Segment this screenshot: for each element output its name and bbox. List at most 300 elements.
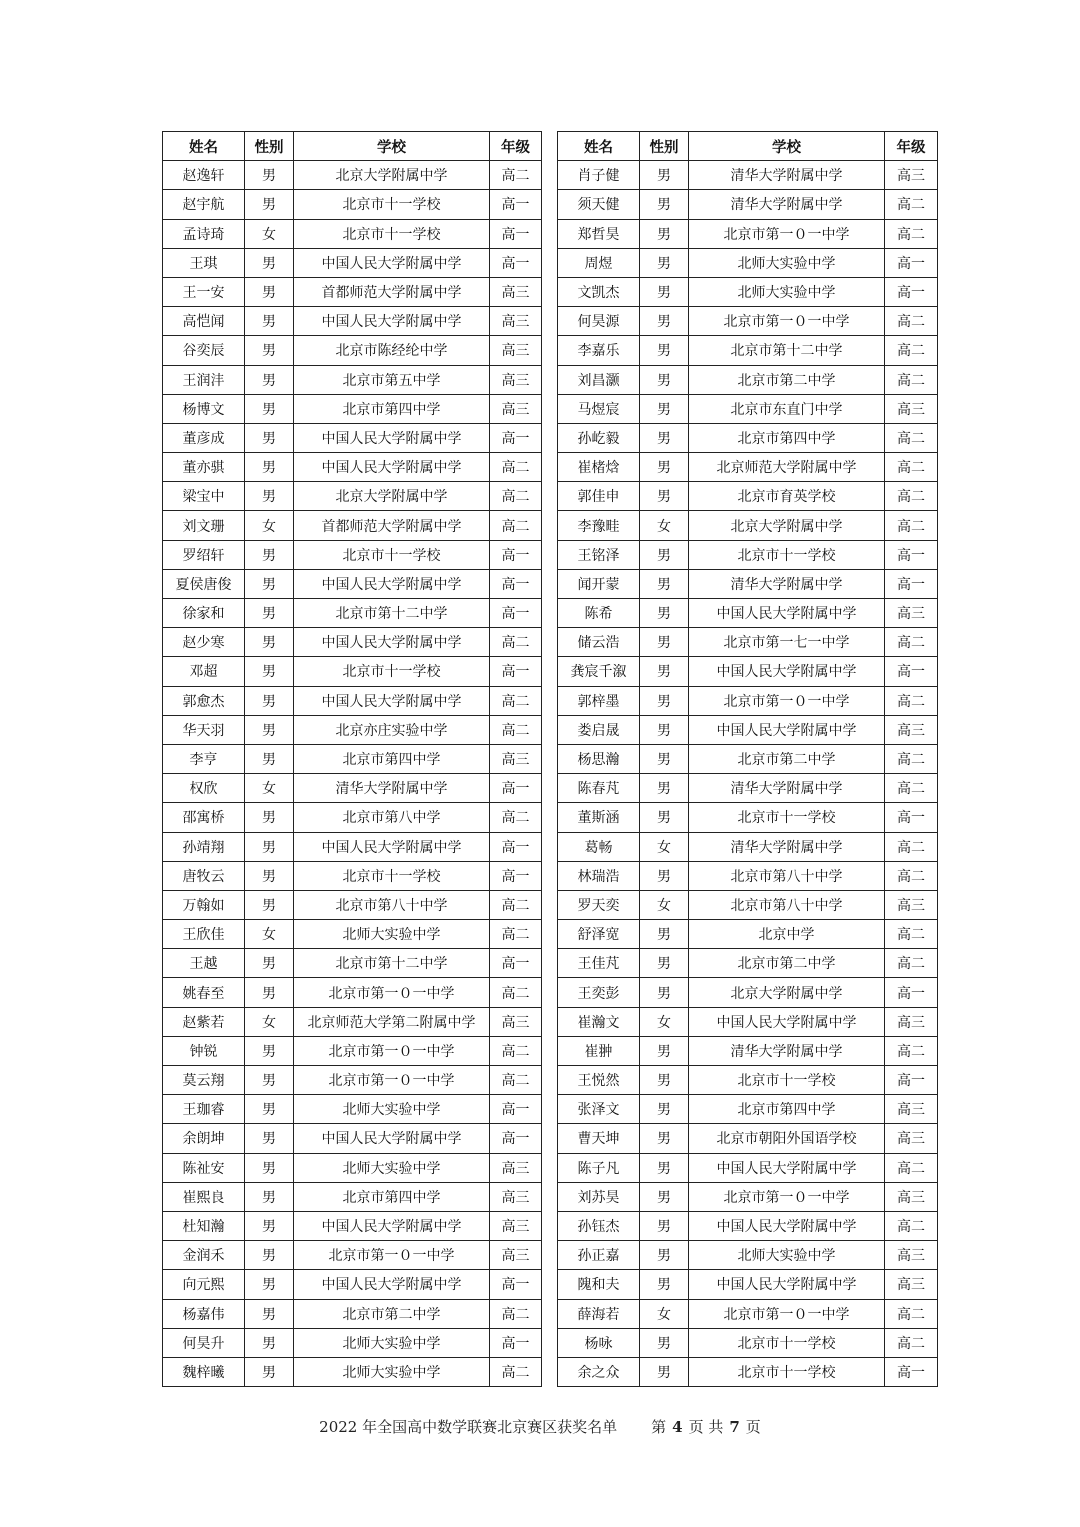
cell-name: 肖子健 bbox=[558, 161, 640, 190]
table-row bbox=[163, 686, 542, 715]
cell-name: 崔熙良 bbox=[163, 1182, 245, 1211]
cell-school: 北京市第一０一中学 bbox=[294, 1036, 490, 1065]
cell-school: 北京师范大学附属中学 bbox=[689, 453, 885, 482]
cell-gender: 男 bbox=[640, 715, 689, 744]
cell-grade: 高二 bbox=[885, 307, 938, 336]
cell-name: 文凯杰 bbox=[558, 277, 640, 306]
cell-name: 刘文珊 bbox=[163, 511, 245, 540]
cell-grade: 高二 bbox=[490, 1357, 542, 1386]
cell-school: 清华大学附属中学 bbox=[689, 569, 885, 598]
cell-grade: 高二 bbox=[490, 511, 542, 540]
header-gender: 性别 bbox=[245, 132, 294, 161]
cell-gender: 男 bbox=[640, 161, 689, 190]
page-suffix: 页 bbox=[745, 1418, 761, 1436]
cell-school: 清华大学附属中学 bbox=[689, 190, 885, 219]
cell-name: 董亦骐 bbox=[163, 453, 245, 482]
table-row bbox=[163, 803, 542, 832]
cell-grade: 高二 bbox=[490, 161, 542, 190]
cell-name: 董彦成 bbox=[163, 423, 245, 452]
table-row bbox=[163, 1036, 542, 1065]
table-row bbox=[558, 978, 938, 1007]
table-row bbox=[558, 628, 938, 657]
header-name: 姓名 bbox=[163, 132, 245, 161]
cell-gender: 男 bbox=[245, 686, 294, 715]
cell-school: 北京市第四中学 bbox=[689, 423, 885, 452]
table-row bbox=[163, 832, 542, 861]
cell-grade: 高三 bbox=[490, 1182, 542, 1211]
table-row bbox=[558, 803, 938, 832]
cell-school: 北师大实验中学 bbox=[294, 1357, 490, 1386]
cell-gender: 男 bbox=[640, 1124, 689, 1153]
cell-school: 北京市十一学校 bbox=[294, 190, 490, 219]
table-row bbox=[558, 482, 938, 511]
table-row bbox=[163, 394, 542, 423]
cell-gender: 男 bbox=[245, 1211, 294, 1240]
cell-gender: 男 bbox=[245, 423, 294, 452]
cell-name: 邓超 bbox=[163, 657, 245, 686]
cell-gender: 男 bbox=[640, 277, 689, 306]
cell-gender: 男 bbox=[245, 248, 294, 277]
table-row bbox=[163, 978, 542, 1007]
cell-gender: 男 bbox=[245, 161, 294, 190]
table-row bbox=[163, 1153, 542, 1182]
cell-name: 赵逸轩 bbox=[163, 161, 245, 190]
cell-school: 中国人民大学附属中学 bbox=[689, 1211, 885, 1240]
cell-school: 北师大实验中学 bbox=[689, 248, 885, 277]
cell-school: 首都师范大学附属中学 bbox=[294, 277, 490, 306]
cell-school: 中国人民大学附属中学 bbox=[689, 1153, 885, 1182]
cell-grade: 高二 bbox=[885, 832, 938, 861]
cell-gender: 女 bbox=[245, 920, 294, 949]
cell-school: 北师大实验中学 bbox=[294, 1095, 490, 1124]
cell-school: 北京市第一０一中学 bbox=[294, 1066, 490, 1095]
cell-name: 孙钰杰 bbox=[558, 1211, 640, 1240]
footer-title: 2022 年全国高中数学联赛北京赛区获奖名单 bbox=[319, 1418, 618, 1436]
cell-grade: 高一 bbox=[490, 248, 542, 277]
cell-name: 孙靖翔 bbox=[163, 832, 245, 861]
cell-name: 谷奕辰 bbox=[163, 336, 245, 365]
cell-gender: 女 bbox=[640, 1299, 689, 1328]
cell-grade: 高一 bbox=[885, 803, 938, 832]
cell-name: 陈祉安 bbox=[163, 1153, 245, 1182]
table-row bbox=[163, 1211, 542, 1240]
cell-grade: 高二 bbox=[490, 482, 542, 511]
cell-grade: 高二 bbox=[490, 978, 542, 1007]
cell-gender: 男 bbox=[640, 365, 689, 394]
cell-grade: 高二 bbox=[885, 453, 938, 482]
cell-name: 余之众 bbox=[558, 1357, 640, 1386]
cell-school: 北师大实验中学 bbox=[689, 1241, 885, 1270]
cell-grade: 高二 bbox=[885, 744, 938, 773]
cell-grade: 高一 bbox=[490, 774, 542, 803]
cell-grade: 高一 bbox=[490, 423, 542, 452]
cell-school: 北师大实验中学 bbox=[689, 277, 885, 306]
cell-grade: 高一 bbox=[490, 540, 542, 569]
cell-gender: 男 bbox=[245, 1182, 294, 1211]
cell-school: 中国人民大学附属中学 bbox=[294, 423, 490, 452]
page-current: 4 bbox=[672, 1418, 683, 1436]
cell-gender: 男 bbox=[640, 394, 689, 423]
cell-grade: 高三 bbox=[885, 1241, 938, 1270]
table-row bbox=[163, 1007, 542, 1036]
cell-name: 董斯涵 bbox=[558, 803, 640, 832]
cell-grade: 高二 bbox=[885, 686, 938, 715]
page-mid: 页 共 bbox=[688, 1418, 724, 1436]
cell-grade: 高二 bbox=[885, 1299, 938, 1328]
cell-school: 北京市第一０一中学 bbox=[294, 1241, 490, 1270]
cell-grade: 高三 bbox=[490, 394, 542, 423]
table-row bbox=[558, 1124, 938, 1153]
cell-gender: 男 bbox=[640, 628, 689, 657]
award-table-left bbox=[162, 131, 542, 1387]
cell-school: 北京市第十二中学 bbox=[689, 336, 885, 365]
cell-gender: 男 bbox=[245, 861, 294, 890]
cell-school: 北京市第八十中学 bbox=[689, 890, 885, 919]
cell-name: 高恺闻 bbox=[163, 307, 245, 336]
cell-grade: 高三 bbox=[490, 277, 542, 306]
cell-school: 清华大学附属中学 bbox=[294, 774, 490, 803]
cell-name: 崔楮焓 bbox=[558, 453, 640, 482]
cell-grade: 高三 bbox=[885, 715, 938, 744]
cell-grade: 高一 bbox=[885, 248, 938, 277]
cell-school: 清华大学附属中学 bbox=[689, 161, 885, 190]
table-row bbox=[163, 453, 542, 482]
cell-school: 北京市十一学校 bbox=[689, 1357, 885, 1386]
table-row bbox=[558, 365, 938, 394]
cell-name: 郭佳申 bbox=[558, 482, 640, 511]
cell-school: 北京市朝阳外国语学校 bbox=[689, 1124, 885, 1153]
cell-school: 北京市第一０一中学 bbox=[689, 686, 885, 715]
cell-name: 郭愈杰 bbox=[163, 686, 245, 715]
table-row bbox=[558, 1153, 938, 1182]
cell-gender: 男 bbox=[245, 1241, 294, 1270]
header-school: 学校 bbox=[689, 132, 885, 161]
cell-name: 崔瀚文 bbox=[558, 1007, 640, 1036]
cell-grade: 高一 bbox=[885, 1357, 938, 1386]
table-header-row bbox=[558, 132, 938, 161]
table-row bbox=[558, 307, 938, 336]
cell-school: 北京大学附属中学 bbox=[294, 161, 490, 190]
table-row bbox=[163, 657, 542, 686]
cell-gender: 男 bbox=[245, 803, 294, 832]
table-row bbox=[163, 511, 542, 540]
cell-grade: 高三 bbox=[885, 890, 938, 919]
cell-name: 金润禾 bbox=[163, 1241, 245, 1270]
cell-gender: 男 bbox=[245, 453, 294, 482]
cell-name: 崔翀 bbox=[558, 1036, 640, 1065]
cell-grade: 高二 bbox=[885, 482, 938, 511]
cell-gender: 男 bbox=[245, 1299, 294, 1328]
cell-grade: 高一 bbox=[885, 277, 938, 306]
cell-school: 中国人民大学附属中学 bbox=[689, 657, 885, 686]
cell-name: 孟诗琦 bbox=[163, 219, 245, 248]
table-row bbox=[558, 1270, 938, 1299]
cell-gender: 男 bbox=[640, 569, 689, 598]
cell-name: 权欣 bbox=[163, 774, 245, 803]
cell-gender: 男 bbox=[245, 1124, 294, 1153]
cell-name: 向元熙 bbox=[163, 1270, 245, 1299]
table-row bbox=[558, 1211, 938, 1240]
cell-grade: 高二 bbox=[885, 1211, 938, 1240]
cell-name: 陈子凡 bbox=[558, 1153, 640, 1182]
cell-school: 中国人民大学附属中学 bbox=[294, 832, 490, 861]
cell-school: 北京市第八中学 bbox=[294, 803, 490, 832]
cell-gender: 男 bbox=[640, 978, 689, 1007]
cell-name: 王珈睿 bbox=[163, 1095, 245, 1124]
cell-gender: 男 bbox=[245, 832, 294, 861]
table-row bbox=[558, 686, 938, 715]
table-row bbox=[163, 219, 542, 248]
cell-grade: 高一 bbox=[885, 540, 938, 569]
cell-grade: 高二 bbox=[490, 1066, 542, 1095]
table-header-row bbox=[163, 132, 542, 161]
cell-grade: 高三 bbox=[490, 1153, 542, 1182]
cell-school: 北京市十一学校 bbox=[689, 1066, 885, 1095]
table-row bbox=[163, 277, 542, 306]
cell-name: 葛畅 bbox=[558, 832, 640, 861]
cell-school: 北京市第二中学 bbox=[689, 365, 885, 394]
cell-school: 北京市东直门中学 bbox=[689, 394, 885, 423]
cell-grade: 高一 bbox=[490, 949, 542, 978]
cell-grade: 高一 bbox=[490, 832, 542, 861]
cell-gender: 男 bbox=[245, 657, 294, 686]
header-gender: 性别 bbox=[640, 132, 689, 161]
cell-name: 陈春芃 bbox=[558, 774, 640, 803]
cell-grade: 高一 bbox=[490, 569, 542, 598]
table-row bbox=[558, 657, 938, 686]
cell-school: 北京市陈经纶中学 bbox=[294, 336, 490, 365]
cell-school: 中国人民大学附属中学 bbox=[294, 686, 490, 715]
cell-name: 赵宇航 bbox=[163, 190, 245, 219]
table-row bbox=[558, 336, 938, 365]
table-row bbox=[558, 1066, 938, 1095]
cell-gender: 男 bbox=[245, 1095, 294, 1124]
cell-name: 龚宸千溆 bbox=[558, 657, 640, 686]
cell-school: 北京大学附属中学 bbox=[294, 482, 490, 511]
table-row bbox=[163, 949, 542, 978]
cell-grade: 高二 bbox=[885, 1036, 938, 1065]
cell-gender: 男 bbox=[640, 248, 689, 277]
cell-grade: 高二 bbox=[490, 686, 542, 715]
table-row bbox=[558, 832, 938, 861]
cell-grade: 高一 bbox=[490, 1124, 542, 1153]
table-row bbox=[558, 453, 938, 482]
cell-name: 周煜 bbox=[558, 248, 640, 277]
table-row bbox=[558, 219, 938, 248]
cell-grade: 高一 bbox=[885, 1066, 938, 1095]
cell-school: 北京市第二中学 bbox=[294, 1299, 490, 1328]
cell-name: 杜知瀚 bbox=[163, 1211, 245, 1240]
cell-grade: 高二 bbox=[490, 628, 542, 657]
cell-grade: 高二 bbox=[490, 920, 542, 949]
table-body-right bbox=[558, 161, 938, 1387]
cell-grade: 高一 bbox=[490, 599, 542, 628]
cell-name: 王奕彭 bbox=[558, 978, 640, 1007]
cell-name: 曹天坤 bbox=[558, 1124, 640, 1153]
cell-name: 王悦然 bbox=[558, 1066, 640, 1095]
table-row bbox=[163, 1299, 542, 1328]
cell-school: 北京市第四中学 bbox=[294, 394, 490, 423]
cell-name: 王铭泽 bbox=[558, 540, 640, 569]
cell-name: 须天健 bbox=[558, 190, 640, 219]
cell-grade: 高一 bbox=[490, 190, 542, 219]
table-body-left bbox=[163, 161, 542, 1387]
cell-gender: 男 bbox=[640, 453, 689, 482]
cell-name: 储云浩 bbox=[558, 628, 640, 657]
cell-name: 钟锐 bbox=[163, 1036, 245, 1065]
table-row bbox=[163, 1357, 542, 1386]
cell-grade: 高二 bbox=[490, 715, 542, 744]
table-row bbox=[558, 190, 938, 219]
cell-gender: 男 bbox=[640, 1182, 689, 1211]
table-row bbox=[558, 1328, 938, 1357]
cell-school: 清华大学附属中学 bbox=[689, 1036, 885, 1065]
cell-school: 北京市第四中学 bbox=[689, 1095, 885, 1124]
cell-gender: 男 bbox=[640, 219, 689, 248]
cell-name: 夏侯唐俊 bbox=[163, 569, 245, 598]
cell-gender: 男 bbox=[640, 920, 689, 949]
table-row bbox=[558, 1182, 938, 1211]
cell-school: 北师大实验中学 bbox=[294, 920, 490, 949]
cell-school: 北京市第一０一中学 bbox=[689, 1182, 885, 1211]
table-row bbox=[163, 920, 542, 949]
cell-school: 中国人民大学附属中学 bbox=[689, 1007, 885, 1036]
cell-school: 北京市第十二中学 bbox=[294, 949, 490, 978]
table-row bbox=[163, 1066, 542, 1095]
cell-name: 何昊升 bbox=[163, 1328, 245, 1357]
cell-grade: 高三 bbox=[490, 1241, 542, 1270]
cell-name: 王越 bbox=[163, 949, 245, 978]
cell-grade: 高二 bbox=[885, 628, 938, 657]
table-row bbox=[163, 628, 542, 657]
cell-school: 北京市十一学校 bbox=[294, 219, 490, 248]
cell-name: 李豫畦 bbox=[558, 511, 640, 540]
cell-grade: 高三 bbox=[885, 1095, 938, 1124]
table-row bbox=[558, 540, 938, 569]
cell-school: 北师大实验中学 bbox=[294, 1153, 490, 1182]
table-row bbox=[558, 423, 938, 452]
cell-grade: 高二 bbox=[885, 861, 938, 890]
table-row bbox=[163, 1095, 542, 1124]
cell-school: 北京市十一学校 bbox=[689, 540, 885, 569]
cell-name: 隗和夫 bbox=[558, 1270, 640, 1299]
cell-name: 徐家和 bbox=[163, 599, 245, 628]
cell-name: 王一安 bbox=[163, 277, 245, 306]
cell-gender: 男 bbox=[245, 1153, 294, 1182]
table-row bbox=[163, 248, 542, 277]
table-row bbox=[558, 744, 938, 773]
cell-gender: 女 bbox=[245, 511, 294, 540]
cell-grade: 高二 bbox=[885, 190, 938, 219]
cell-gender: 女 bbox=[640, 511, 689, 540]
cell-gender: 男 bbox=[245, 307, 294, 336]
cell-school: 中国人民大学附属中学 bbox=[294, 1270, 490, 1299]
cell-gender: 男 bbox=[640, 1095, 689, 1124]
cell-gender: 男 bbox=[640, 599, 689, 628]
cell-grade: 高二 bbox=[885, 511, 938, 540]
table-row bbox=[558, 1007, 938, 1036]
cell-school: 北京亦庄实验中学 bbox=[294, 715, 490, 744]
table-row bbox=[163, 1182, 542, 1211]
cell-school: 中国人民大学附属中学 bbox=[294, 453, 490, 482]
table-row bbox=[558, 774, 938, 803]
table-row bbox=[558, 861, 938, 890]
table-row bbox=[558, 949, 938, 978]
table-row bbox=[558, 1036, 938, 1065]
cell-name: 舒泽宽 bbox=[558, 920, 640, 949]
cell-gender: 男 bbox=[245, 190, 294, 219]
cell-school: 北京市十一学校 bbox=[294, 657, 490, 686]
cell-school: 北京市第八十中学 bbox=[294, 890, 490, 919]
table-row bbox=[163, 540, 542, 569]
table-row bbox=[558, 394, 938, 423]
cell-school: 中国人民大学附属中学 bbox=[689, 715, 885, 744]
table-row bbox=[163, 1241, 542, 1270]
cell-name: 刘昌灏 bbox=[558, 365, 640, 394]
cell-gender: 男 bbox=[640, 686, 689, 715]
table-row bbox=[558, 277, 938, 306]
cell-name: 王润沣 bbox=[163, 365, 245, 394]
table-row bbox=[558, 248, 938, 277]
cell-gender: 男 bbox=[640, 190, 689, 219]
cell-grade: 高二 bbox=[885, 1328, 938, 1357]
cell-gender: 男 bbox=[245, 1270, 294, 1299]
cell-gender: 男 bbox=[245, 628, 294, 657]
cell-grade: 高三 bbox=[490, 307, 542, 336]
cell-school: 北师大实验中学 bbox=[294, 1328, 490, 1357]
table-row bbox=[163, 1124, 542, 1153]
cell-grade: 高一 bbox=[885, 569, 938, 598]
cell-gender: 男 bbox=[245, 599, 294, 628]
cell-name: 杨博文 bbox=[163, 394, 245, 423]
cell-gender: 男 bbox=[640, 423, 689, 452]
cell-grade: 高二 bbox=[490, 890, 542, 919]
page-footer bbox=[0, 1416, 1080, 1437]
table-row bbox=[558, 890, 938, 919]
cell-gender: 男 bbox=[640, 1357, 689, 1386]
cell-gender: 男 bbox=[640, 803, 689, 832]
cell-gender: 男 bbox=[640, 482, 689, 511]
table-row bbox=[163, 1328, 542, 1357]
table-row bbox=[163, 307, 542, 336]
cell-gender: 男 bbox=[640, 1328, 689, 1357]
cell-name: 杨嘉伟 bbox=[163, 1299, 245, 1328]
cell-school: 中国人民大学附属中学 bbox=[689, 1270, 885, 1299]
cell-grade: 高三 bbox=[885, 1270, 938, 1299]
cell-grade: 高二 bbox=[885, 423, 938, 452]
cell-name: 王欣佳 bbox=[163, 920, 245, 949]
cell-grade: 高一 bbox=[490, 861, 542, 890]
cell-name: 林瑞浩 bbox=[558, 861, 640, 890]
cell-school: 北京市第一０一中学 bbox=[294, 978, 490, 1007]
cell-school: 中国人民大学附属中学 bbox=[294, 307, 490, 336]
cell-grade: 高一 bbox=[885, 978, 938, 1007]
cell-gender: 女 bbox=[640, 832, 689, 861]
table-row bbox=[163, 861, 542, 890]
cell-gender: 女 bbox=[245, 1007, 294, 1036]
cell-school: 中国人民大学附属中学 bbox=[294, 1211, 490, 1240]
table-row bbox=[163, 599, 542, 628]
cell-name: 杨思瀚 bbox=[558, 744, 640, 773]
cell-school: 北京大学附属中学 bbox=[689, 978, 885, 1007]
cell-name: 赵少寒 bbox=[163, 628, 245, 657]
cell-school: 北京市第一０一中学 bbox=[689, 219, 885, 248]
table-row bbox=[558, 1299, 938, 1328]
cell-name: 张泽文 bbox=[558, 1095, 640, 1124]
table-row bbox=[163, 774, 542, 803]
cell-gender: 男 bbox=[640, 744, 689, 773]
cell-school: 北京中学 bbox=[689, 920, 885, 949]
